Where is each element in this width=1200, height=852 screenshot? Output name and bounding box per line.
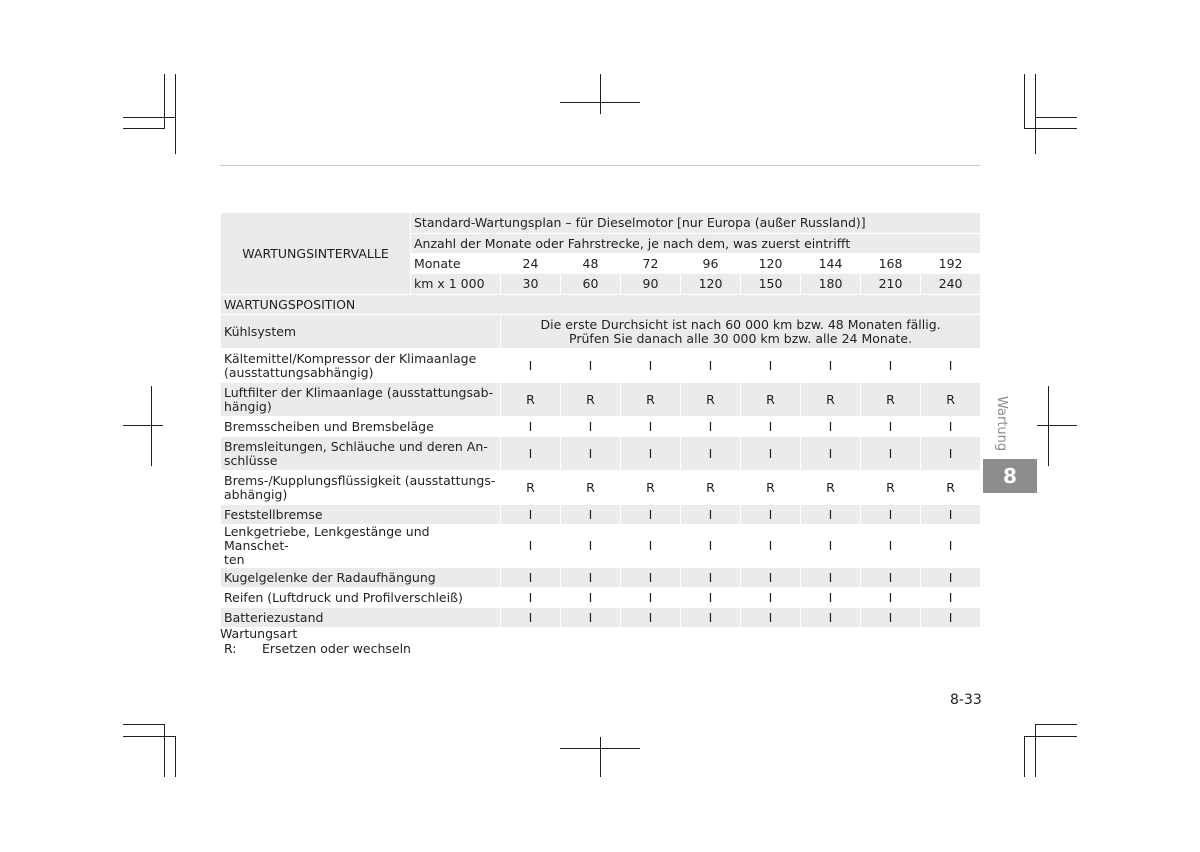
item-label-line: Feststellbremse xyxy=(224,506,323,522)
service-code: I xyxy=(921,568,981,588)
legend-row xyxy=(220,641,411,656)
item-label xyxy=(221,349,501,383)
service-code: I xyxy=(621,588,681,608)
service-code: I xyxy=(801,588,861,608)
service-code: I xyxy=(681,608,741,628)
km-value: 90 xyxy=(621,274,681,295)
position-header-row xyxy=(221,295,981,315)
service-code: I xyxy=(681,349,741,383)
service-code: I xyxy=(501,417,561,437)
service-code: I xyxy=(801,349,861,383)
chapter-label: Wartung xyxy=(994,396,1009,452)
service-code: I xyxy=(801,568,861,588)
km-value: 150 xyxy=(741,274,801,295)
month-value: 48 xyxy=(561,254,621,274)
month-value: 96 xyxy=(681,254,741,274)
service-code: I xyxy=(801,417,861,437)
service-code: I xyxy=(501,588,561,608)
service-code: I xyxy=(501,608,561,628)
service-code: I xyxy=(741,568,801,588)
service-code: I xyxy=(621,437,681,471)
table-row xyxy=(221,349,981,383)
service-code: R xyxy=(561,383,621,417)
service-code: R xyxy=(561,471,621,505)
service-code: I xyxy=(921,417,981,437)
service-code: I xyxy=(921,349,981,383)
service-code: I xyxy=(681,568,741,588)
service-code: I xyxy=(561,349,621,383)
table-title-row xyxy=(221,213,981,234)
service-code: R xyxy=(921,471,981,505)
service-code: I xyxy=(741,525,801,568)
service-code: R xyxy=(861,471,921,505)
service-code: I xyxy=(861,505,921,525)
item-label-line: Reifen (Luftdruck und Profilverschleiß) xyxy=(224,589,463,605)
service-code: R xyxy=(681,383,741,417)
service-code: I xyxy=(621,417,681,437)
table-subtitle: Anzahl der Monate oder Fahrstrecke, je nach dem, was zuerst eintrifft xyxy=(411,234,981,254)
item-label xyxy=(221,417,501,437)
service-code: R xyxy=(741,471,801,505)
item-label-line: Kältemittel/Kompressor der Klimaanlage xyxy=(224,350,477,366)
service-code: I xyxy=(801,608,861,628)
item-label-line: schlüsse xyxy=(224,452,278,468)
item-label xyxy=(221,525,501,568)
item-label-line: Bremsscheiben und Bremsbeläge xyxy=(224,418,434,434)
item-label-line: Luftfilter der Klimaanlage (ausstattungsab- xyxy=(224,384,494,400)
service-code: R xyxy=(861,383,921,417)
service-code: I xyxy=(921,588,981,608)
service-code: I xyxy=(921,608,981,628)
service-code: I xyxy=(621,568,681,588)
service-code: R xyxy=(621,383,681,417)
item-label xyxy=(221,471,501,505)
service-code: R xyxy=(921,383,981,417)
header-rule xyxy=(220,165,980,166)
service-code: I xyxy=(741,505,801,525)
service-code: I xyxy=(681,505,741,525)
service-code: I xyxy=(861,437,921,471)
item-label xyxy=(221,588,501,608)
table-row xyxy=(221,505,981,525)
chapter-tab: 8 xyxy=(983,459,1037,493)
service-code: I xyxy=(861,608,921,628)
km-value: 120 xyxy=(681,274,741,295)
item-label-line: hängig) xyxy=(224,398,272,414)
service-code: I xyxy=(501,505,561,525)
item-label xyxy=(221,437,501,471)
km-value: 210 xyxy=(861,274,921,295)
item-rows xyxy=(221,349,981,628)
item-label-line: Bremsleitungen, Schläuche und deren An- xyxy=(224,438,488,454)
item-label-line: abhängig) xyxy=(224,486,288,502)
service-code: I xyxy=(561,568,621,588)
service-code: I xyxy=(861,588,921,608)
service-code: I xyxy=(621,349,681,383)
service-code: I xyxy=(681,417,741,437)
item-label xyxy=(221,608,501,628)
maintenance-schedule-table xyxy=(220,212,981,628)
page-number: 8-33 xyxy=(950,692,982,708)
position-header: WARTUNGSPOSITION xyxy=(221,295,981,315)
item-label xyxy=(221,383,501,417)
service-code: I xyxy=(501,349,561,383)
legend-key: R: xyxy=(224,641,237,656)
month-value: 168 xyxy=(861,254,921,274)
table-row xyxy=(221,608,981,628)
service-code: I xyxy=(741,437,801,471)
service-code: R xyxy=(621,471,681,505)
service-code: I xyxy=(561,608,621,628)
service-code: I xyxy=(861,568,921,588)
month-value: 144 xyxy=(801,254,861,274)
item-label-line: (ausstattungsabhängig) xyxy=(224,364,374,380)
service-code: R xyxy=(681,471,741,505)
service-code: R xyxy=(801,471,861,505)
table-row xyxy=(221,525,981,568)
service-code: I xyxy=(681,437,741,471)
table-row xyxy=(221,437,981,471)
coolant-note-line: Prüfen Sie danach alle 30 000 km bzw. alle 24 Monate. xyxy=(569,330,913,346)
service-code: I xyxy=(861,417,921,437)
months-label: Monate xyxy=(411,254,501,274)
month-value: 72 xyxy=(621,254,681,274)
service-code: I xyxy=(561,505,621,525)
service-code: I xyxy=(921,437,981,471)
service-code: I xyxy=(921,505,981,525)
km-value: 60 xyxy=(561,274,621,295)
legend-value: Ersetzen oder wechseln xyxy=(262,641,411,656)
service-code: R xyxy=(741,383,801,417)
km-value: 180 xyxy=(801,274,861,295)
service-code: I xyxy=(501,568,561,588)
service-code: I xyxy=(561,588,621,608)
item-label xyxy=(221,568,501,588)
km-value: 30 xyxy=(501,274,561,295)
month-value: 24 xyxy=(501,254,561,274)
item-label: Kühlsystem xyxy=(221,315,501,349)
table-row xyxy=(221,417,981,437)
table-row xyxy=(221,588,981,608)
service-code: I xyxy=(561,417,621,437)
service-code: I xyxy=(801,437,861,471)
item-label-line: Kugelgelenke der Radaufhängung xyxy=(224,569,436,585)
service-code: R xyxy=(501,383,561,417)
coolant-note xyxy=(501,315,981,349)
service-code: I xyxy=(801,505,861,525)
service-code: I xyxy=(861,525,921,568)
service-code: I xyxy=(741,349,801,383)
interval-header-cell: WARTUNGSINTERVALLE xyxy=(221,213,411,295)
service-code: I xyxy=(621,608,681,628)
service-code: I xyxy=(741,608,801,628)
table-row xyxy=(221,315,981,349)
item-label xyxy=(221,505,501,525)
item-label-line: Batteriezustand xyxy=(224,609,324,625)
km-value: 240 xyxy=(921,274,981,295)
service-code: I xyxy=(741,588,801,608)
legend-title: Wartungsart xyxy=(220,626,298,641)
service-code: I xyxy=(501,525,561,568)
service-code: I xyxy=(801,525,861,568)
item-label-line: ten xyxy=(224,552,245,567)
service-code: I xyxy=(681,525,741,568)
service-code: I xyxy=(561,437,621,471)
legend xyxy=(220,626,411,656)
service-code: I xyxy=(621,505,681,525)
service-code: I xyxy=(621,525,681,568)
service-code: I xyxy=(681,588,741,608)
service-code: R xyxy=(801,383,861,417)
service-code: I xyxy=(501,437,561,471)
service-code: I xyxy=(921,525,981,568)
item-label-line: Brems-/Kupplungsflüssigkeit (ausstattungs- xyxy=(224,472,496,488)
table-title: Standard-Wartungsplan – für Dieselmotor [nur Europa (außer Russland)] xyxy=(411,213,981,234)
km-label: km x 1 000 xyxy=(411,274,501,295)
service-code: R xyxy=(501,471,561,505)
table-row xyxy=(221,383,981,417)
coolant-note-line: Die erste Durchsicht ist nach 60 000 km bzw. 48 Monaten fällig. xyxy=(540,316,941,332)
service-code: I xyxy=(861,349,921,383)
service-code: I xyxy=(741,417,801,437)
month-value: 120 xyxy=(741,254,801,274)
table-row xyxy=(221,568,981,588)
service-code: I xyxy=(561,525,621,568)
table-row xyxy=(221,471,981,505)
item-label-line: Lenkgetriebe, Lenkgestänge und Manschet- xyxy=(224,524,430,553)
month-value: 192 xyxy=(921,254,981,274)
